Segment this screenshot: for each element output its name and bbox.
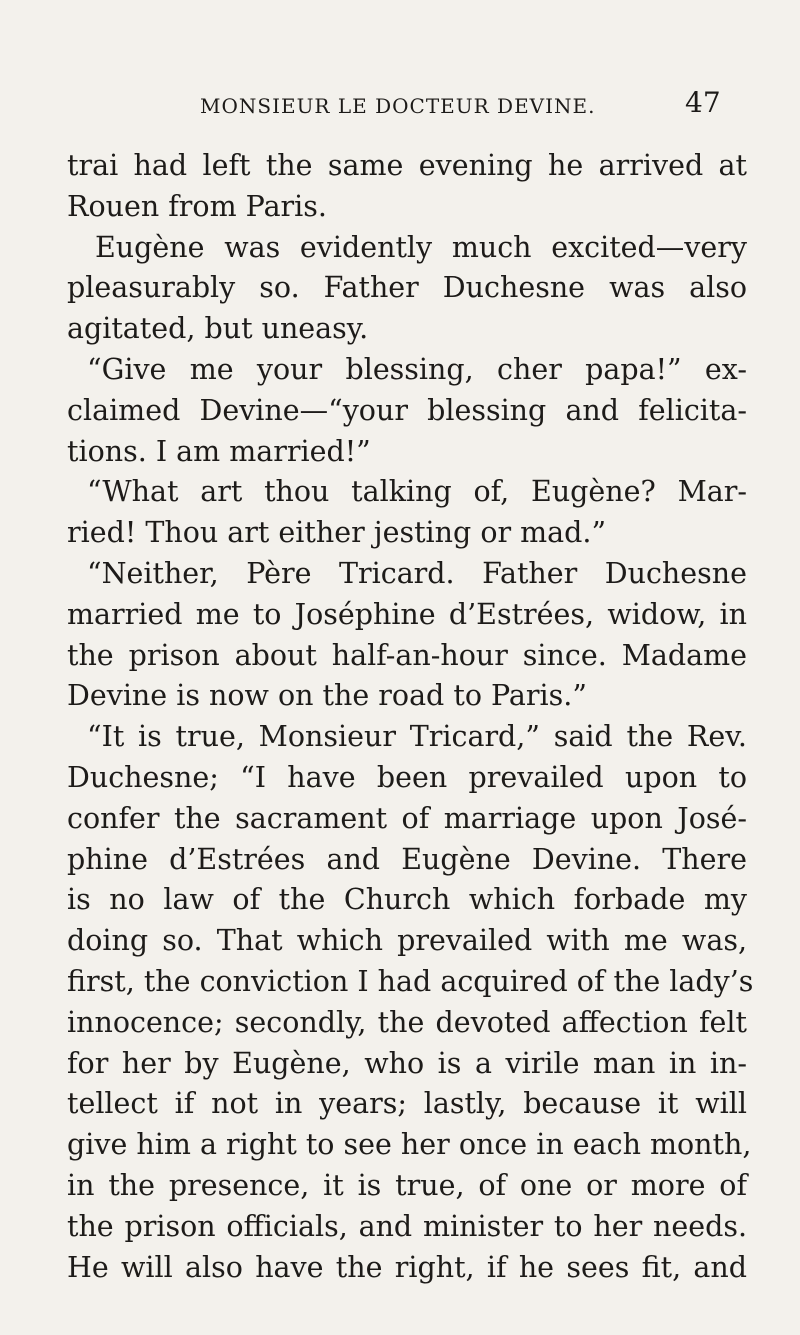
body-text [67,146,754,1288]
text-line: phine d’Estrées and Eugène Devine. There [67,842,747,876]
page-number: 47 [685,86,721,119]
text-line: married me to Joséphine d’Estrées, widow, in [67,597,747,631]
text-line: Devine is now on the road to Paris.” [67,679,587,713]
text-line: agitated, but uneasy. [67,312,369,346]
text-line: the prison about half-an-hour since. Madame [67,638,747,672]
text-line: first, the conviction I had acquired of the lady’s [67,964,754,998]
text-line: innocence; secondly, the devoted affection felt [67,1005,747,1039]
text-line: for her by Eugène, who is a virile man in in- [67,1046,747,1080]
text-line: “Give me your blessing, cher papa!” ex- [87,352,747,386]
text-line: trai had left the same evening he arrived at [67,149,747,182]
text-line: ried! Thou art either jesting or mad.” [67,516,607,550]
text-line: the prison officials, and minister to her needs. [67,1209,747,1243]
text-line: Rouen from Paris. [67,189,327,223]
text-line: doing so. That which prevailed with me was, [67,924,747,958]
running-head [0,88,800,128]
text-line: pleasurably so. Father Duchesne was also [67,271,747,305]
text-line: is no law of the Church which forbade my [67,883,747,917]
text-line: in the presence, it is true, of one or more of [67,1168,747,1202]
text-line: “It is true, Monsieur Tricard,” said the Rev. [87,720,747,754]
text-line: “What art thou talking of, Eugène? Mar- [87,475,747,509]
text-line: Eugène was evidently much excited—very [95,230,747,264]
text-line: He will also have the right, if he sees fit, and [67,1250,747,1284]
text-line: give him a right to see her once in each month, [67,1128,752,1162]
text-line: tellect if not in years; lastly, because it will [67,1087,747,1121]
text-line: claimed Devine—“your blessing and felicita- [67,393,747,427]
text-line: confer the sacrament of marriage upon José- [67,801,747,835]
text-line: tions. I am married!” [67,434,371,468]
text-line: “Neither, Père Tricard. Father Duchesne [87,556,747,590]
running-title: MONSIEUR LE DOCTEUR DEVINE. [200,94,596,118]
text-line: Duchesne; “I have been prevailed upon to [67,760,747,794]
